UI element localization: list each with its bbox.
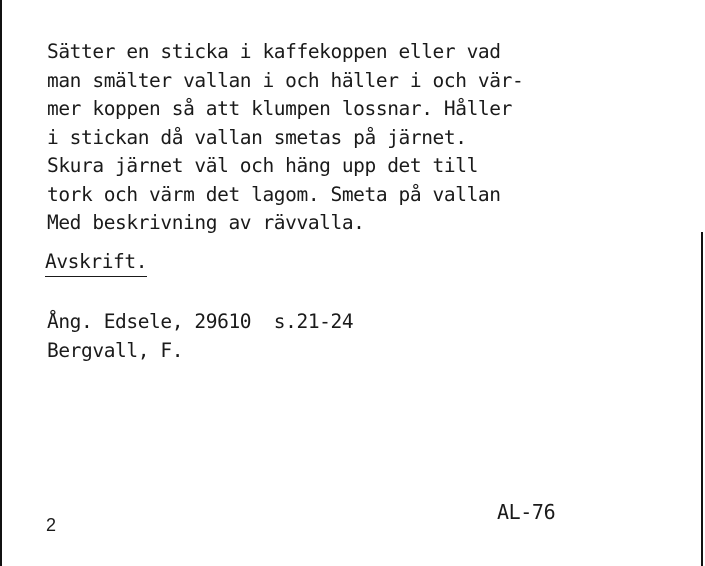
transcript-heading: Avskrift. <box>45 250 147 277</box>
card-body-text <box>47 38 523 238</box>
card-right-border <box>701 232 703 566</box>
card-left-border <box>0 0 2 566</box>
archive-code: AL-76 <box>497 500 556 524</box>
body-line: Skura järnet väl och häng upp det till <box>47 154 478 177</box>
body-line: Med beskrivning av rävvalla. <box>47 211 365 234</box>
body-line: i stickan då vallan smetas på järnet. <box>47 125 467 149</box>
source-reference <box>47 307 353 365</box>
body-line: man smälter vallan i och häller i och vär- <box>47 68 524 92</box>
source-location-line: Ång. Edsele, 29610 s.21-24 <box>47 310 354 333</box>
source-author-line: Bergvall, F. <box>47 339 184 362</box>
body-line: Sätter en sticka i kaffekoppen eller vad <box>47 40 501 63</box>
page-number: 2 <box>46 515 57 535</box>
body-line: mer koppen så att klumpen lossnar. Håller <box>47 97 512 120</box>
body-line: tork och värm det lagom. Smeta på vallan <box>47 182 501 206</box>
